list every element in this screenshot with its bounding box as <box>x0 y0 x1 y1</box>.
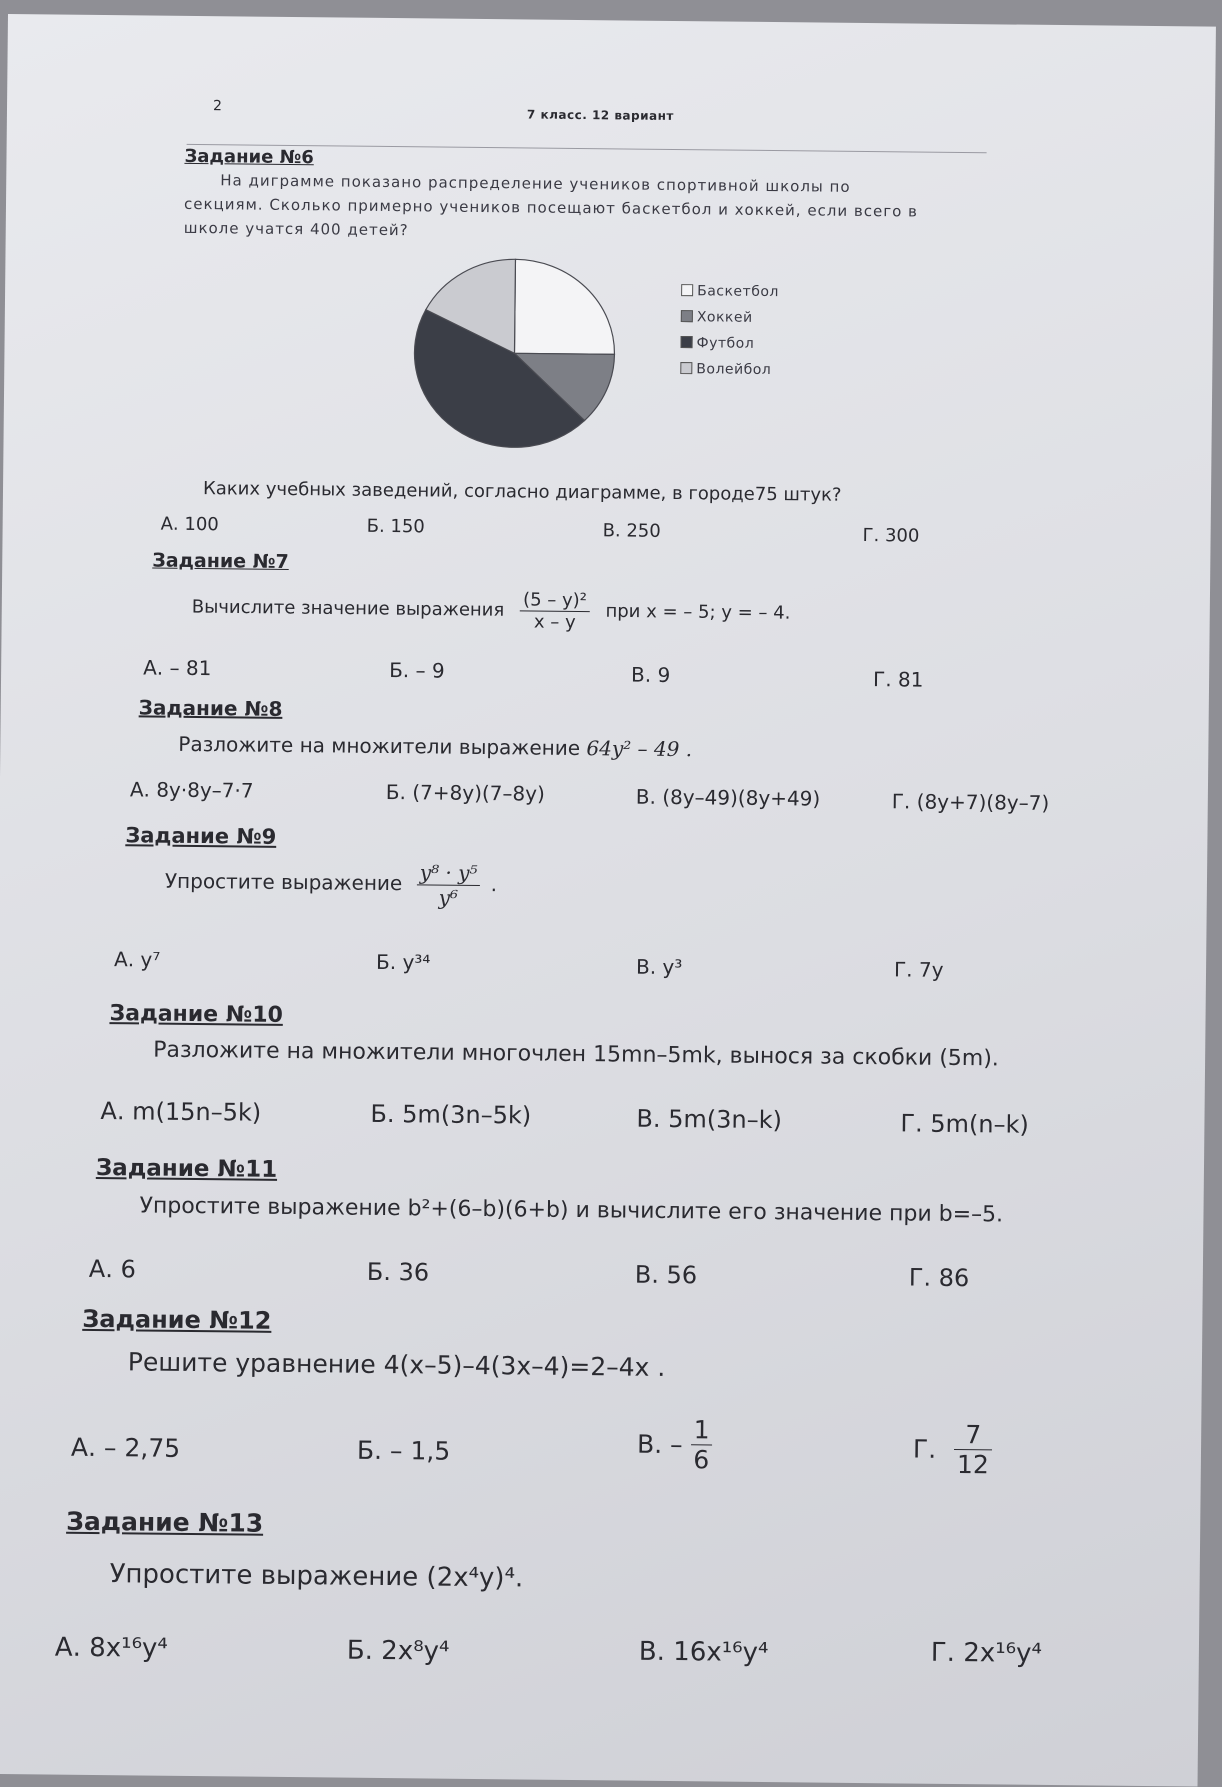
legend-swatch-hockey <box>681 310 693 322</box>
page-number: 2 <box>212 98 223 115</box>
task12-answer-d-num: 7 <box>954 1420 992 1450</box>
task12-title: Задание №12 <box>82 1304 272 1335</box>
task9-answer-c: В. y³ <box>635 954 683 980</box>
task12-answer-d-den: 12 <box>956 1450 989 1480</box>
task10-title: Задание №10 <box>109 1001 284 1028</box>
task7-denominator: x – y <box>533 611 576 633</box>
task8-lead: Разложите на множители выражение <box>178 731 581 761</box>
task6-answer-a: А. 100 <box>160 513 219 536</box>
task9-tail: . <box>490 872 498 897</box>
task7-lead: Вычислите значение выражения <box>191 596 505 621</box>
task12-question: Решите уравнение 4(x–5)–4(3x–4)=2–4x . <box>127 1347 666 1382</box>
task7-answer-b: Б. – 9 <box>389 658 445 683</box>
legend-label-football: Футбол <box>696 335 755 352</box>
task12-answer-c-den: 6 <box>693 1445 710 1475</box>
worksheet-page <box>0 14 1216 1787</box>
task12-answer-c <box>637 1415 713 1475</box>
chart-legend <box>680 283 779 378</box>
task9-title: Задание №9 <box>125 823 277 849</box>
task9-question <box>165 858 498 910</box>
task10-question: Разложите на множители многочлен 15mn–5mk, вынося за скобки (5m). <box>153 1037 1000 1072</box>
task6-text-line1: На диграмме показано распределение учеников спортивной школы по <box>220 171 851 196</box>
task6-question2: Каких учебных заведений, согласно диаграмме, в городе75 штук? <box>202 478 842 506</box>
task12-answer-d-fraction <box>954 1420 992 1479</box>
task6-answer-c: В. 250 <box>602 520 661 542</box>
legend-item-basketball <box>681 283 779 300</box>
task13-answer-a: А. 8x¹⁶y⁴ <box>54 1632 168 1664</box>
task9-lead: Упростите выражение <box>164 868 403 896</box>
legend-item-volleyball <box>680 361 778 378</box>
task6-title: Задание №6 <box>184 145 314 169</box>
task11-title: Задание №11 <box>95 1154 278 1183</box>
task10-answer-c: В. 5m(3n–k) <box>636 1104 783 1135</box>
task11-question: Упростите выражение b²+(6–b)(6+b) и вычислите его значение при b=–5. <box>139 1193 1004 1228</box>
task11-answer-a: А. 6 <box>88 1254 136 1284</box>
task8-title: Задание №8 <box>138 695 283 721</box>
task9-numerator: y⁸ · y⁵ <box>417 860 481 886</box>
legend-swatch-football <box>681 336 693 348</box>
task10-answer-a: А. m(15n–5k) <box>100 1097 262 1127</box>
task10-answer-b: Б. 5m(3n–5k) <box>370 1099 532 1130</box>
task12-answer-b: Б. – 1,5 <box>356 1435 451 1466</box>
task6-text-line2: секциям. Сколько примерно учеников посещают баскетбол и хоккей, если всего в <box>183 194 919 221</box>
task8-answer-d: Г. (8y+7)(8y–7) <box>891 789 1050 815</box>
legend-item-football <box>681 335 779 352</box>
task11-answer-d: Г. 86 <box>908 1263 970 1293</box>
task8-answer-a: А. 8y·8y–7·7 <box>129 777 254 803</box>
task7-answer-a: А. – 81 <box>143 655 212 681</box>
legend-label-hockey: Хоккей <box>696 309 753 326</box>
task12-answer-c-fraction <box>690 1415 713 1474</box>
task7-condition: при x = – 5; y = – 4. <box>605 600 791 624</box>
task6-text-line3: школе учатся 400 детей? <box>183 218 409 240</box>
task7-answer-d: Г. 81 <box>872 667 924 692</box>
task13-answer-d: Г. 2x¹⁶y⁴ <box>930 1637 1043 1669</box>
task6-answer-d: Г. 300 <box>862 524 920 547</box>
legend-label-volleyball: Волейбол <box>696 361 772 379</box>
task11-answer-c: В. 56 <box>634 1260 698 1290</box>
task13-answer-c: В. 16x¹⁶y⁴ <box>638 1636 769 1669</box>
task6-answer-b: Б. 150 <box>366 515 425 538</box>
task12-answer-d-label: Г. <box>912 1434 937 1464</box>
task12-answer-c-label: В. – <box>636 1429 683 1460</box>
page-header: 7 класс. 12 вариант <box>526 107 674 123</box>
legend-swatch-volleyball <box>680 362 692 374</box>
task12-answer-d <box>913 1420 993 1480</box>
task9-denominator: y⁶ <box>438 885 459 910</box>
task9-answer-d: Г. 7y <box>893 957 944 982</box>
task7-question <box>192 586 791 635</box>
task13-answer-b: Б. 2x⁸y⁴ <box>346 1635 450 1667</box>
task12-answer-a: А. – 2,75 <box>70 1432 181 1463</box>
task13-title: Задание №13 <box>66 1506 264 1538</box>
legend-item-hockey <box>681 309 779 326</box>
task8-expression: 64y² – 49 . <box>586 736 693 762</box>
pie-slice-basketball <box>514 259 615 354</box>
task7-numerator: (5 – y)² <box>520 589 590 612</box>
task10-answer-d: Г. 5m(n–k) <box>900 1109 1029 1139</box>
task11-answer-b: Б. 36 <box>366 1257 430 1287</box>
task9-answer-b: Б. y³⁴ <box>375 949 431 975</box>
task7-fraction <box>520 589 590 633</box>
task9-answer-a: А. y⁷ <box>113 947 161 972</box>
pie-chart <box>403 252 625 454</box>
task8-question <box>178 732 692 761</box>
task7-answer-c: В. 9 <box>630 662 671 687</box>
task8-answer-b: Б. (7+8y)(7–8y) <box>385 780 545 806</box>
legend-swatch-basketball <box>681 284 693 296</box>
task12-answer-c-num: 1 <box>691 1415 713 1445</box>
legend-label-basketball: Баскетбол <box>697 283 779 301</box>
task8-answer-c: В. (8y–49)(8y+49) <box>635 784 821 811</box>
task13-question: Упростите выражение (2x⁴y)⁴. <box>109 1559 524 1594</box>
task9-fraction <box>416 860 480 910</box>
task7-title: Задание №7 <box>152 549 289 573</box>
